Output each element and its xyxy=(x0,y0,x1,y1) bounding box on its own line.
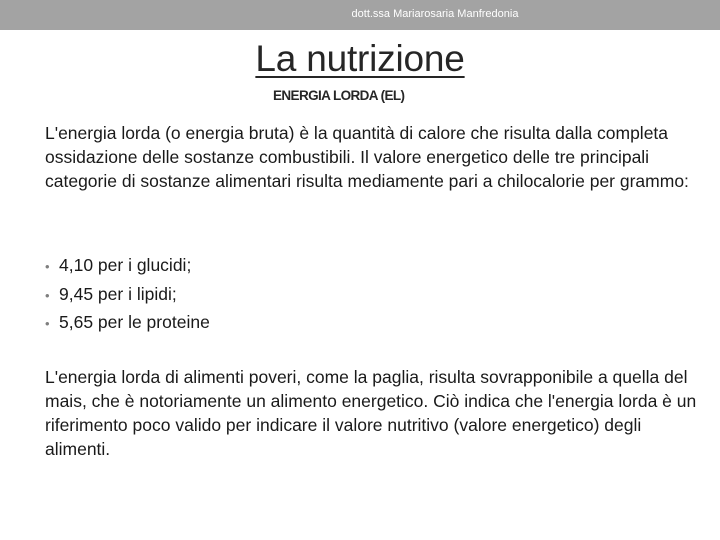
conclusion-paragraph: L'energia lorda di alimenti poveri, come la paglia, risulta sovrapponibile a quella del mais, che è notoriamente un alimento energetico. Ciò indica che l'energia lorda è un riferimento poco valido per indicare il valore nutritivo (valore energetico) degli alimenti. xyxy=(45,367,697,459)
header-bar xyxy=(0,0,720,30)
list-item-text: 5,65 per le proteine xyxy=(59,312,210,332)
list-item xyxy=(45,252,210,281)
list-item-text: 4,10 per i glucidi; xyxy=(59,255,192,275)
bullet-icon: • xyxy=(45,287,50,303)
energy-values-list xyxy=(45,252,210,338)
slide-subtitle: ENERGIA LORDA (EL) xyxy=(273,88,405,103)
slide-title: La nutrizione xyxy=(255,38,465,79)
list-item xyxy=(45,281,210,310)
author-label: dott.ssa Mariarosaria Manfredonia xyxy=(351,8,519,20)
bullet-icon: • xyxy=(45,316,50,331)
list-item xyxy=(45,309,210,338)
intro-paragraph: L'energia lorda (o energia bruta) è la quantità di calore che risulta dalla completa ossidazione delle sostanze combustibili. Il valore energetico delle tre principali categorie di sostanze alimentari risulta mediamente pari a chilocalorie per grammo: xyxy=(45,123,689,191)
bullet-icon: • xyxy=(45,259,50,274)
list-item-text: 9,45 per i lipidi; xyxy=(59,283,177,304)
